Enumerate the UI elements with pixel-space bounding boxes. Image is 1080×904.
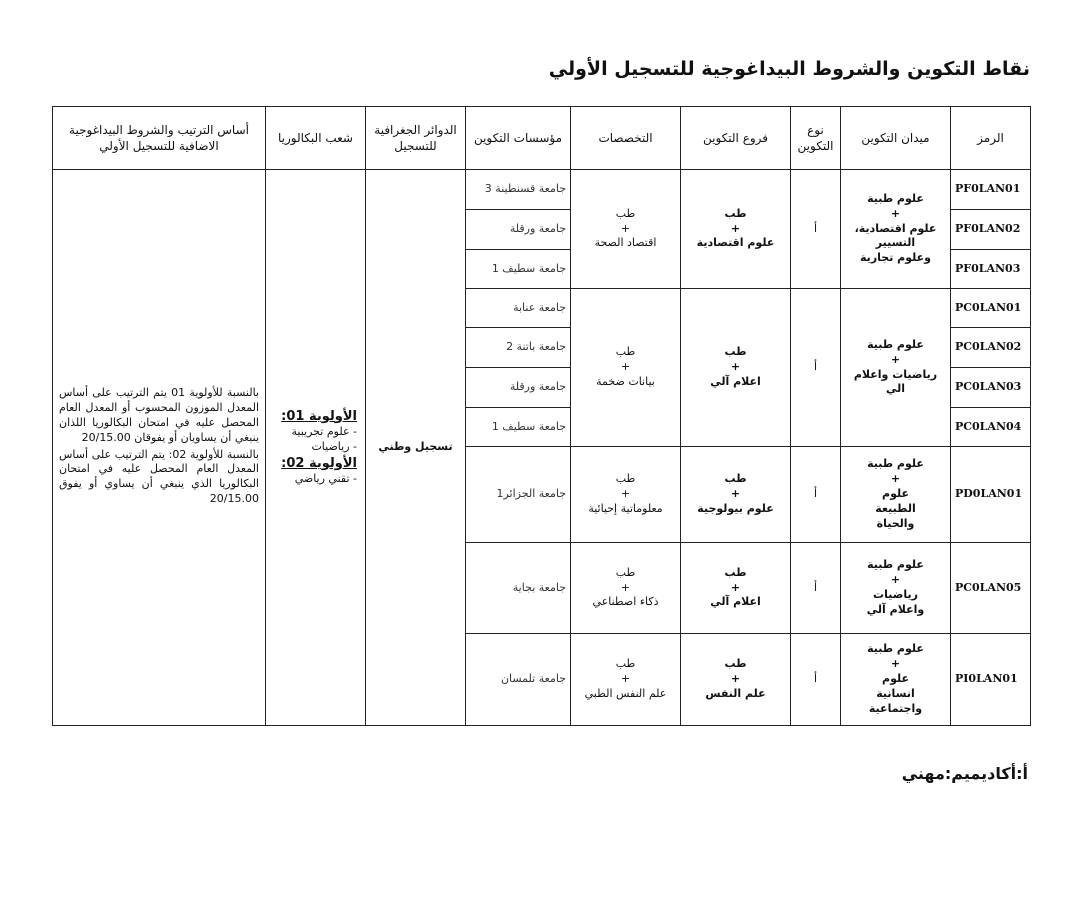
- institution-cell: جامعة ورقلة: [466, 368, 571, 408]
- bac-cell: [266, 170, 366, 726]
- field-cell: [841, 634, 951, 726]
- field-line: علوم طبية: [867, 337, 924, 351]
- header-branch: فروع التكوين: [681, 107, 791, 170]
- spec-line: ذكاء اصطناعي: [592, 595, 659, 609]
- field-line: +: [890, 206, 901, 220]
- header-row: [53, 107, 1031, 170]
- code-cell: PF0LAN03: [951, 250, 1031, 289]
- type-cell: أ: [791, 634, 841, 726]
- header-field: ميدان التكوين: [841, 107, 951, 170]
- code-cell: PF0LAN02: [951, 210, 1031, 250]
- spec-line: طب: [615, 472, 636, 486]
- branch-cell: [681, 634, 791, 726]
- field-line: +: [890, 573, 901, 587]
- type-cell: أ: [791, 447, 841, 543]
- header-inst: مؤسسات التكوين: [466, 107, 571, 170]
- field-line: واعلام آلي: [866, 602, 925, 616]
- branch-line: +: [730, 580, 741, 594]
- spec-line: معلوماتية إحيائية: [588, 501, 663, 515]
- header-geo: الدوائر الجغرافية للتسجيل: [366, 107, 466, 170]
- field-line: +: [890, 657, 901, 671]
- table-row: [53, 170, 1031, 210]
- spec-line: +: [620, 221, 631, 235]
- bac-priority-1: الأولوية 01:: [281, 408, 357, 424]
- spec-cell: [571, 634, 681, 726]
- field-cell: [841, 447, 951, 543]
- branch-cell: [681, 170, 791, 289]
- field-line: انسانية: [876, 686, 915, 700]
- field-line: الي: [885, 382, 906, 396]
- institution-cell: جامعة بجاية: [466, 543, 571, 634]
- spec-line: اقتصاد الصحة: [594, 236, 657, 250]
- spec-line: طب: [615, 345, 636, 359]
- branch-cell: [681, 447, 791, 543]
- spec-line: طب: [615, 657, 636, 671]
- page-title: نقاط التكوين والشروط البيداغوجية للتسجيل الأولي: [548, 58, 1030, 80]
- code-cell: PI0LAN01: [951, 634, 1031, 726]
- institution-cell: جامعة قسنطينة 3: [466, 170, 571, 210]
- field-line: رياضيات: [873, 588, 918, 601]
- header-bac: شعب البكالوريا: [266, 107, 366, 170]
- bac-priority-2: الأولوية 02:: [281, 455, 357, 471]
- spec-line: طب: [615, 565, 636, 579]
- spec-cell: [571, 447, 681, 543]
- branch-line: اعلام آلي: [710, 374, 761, 388]
- branch-cell: [681, 543, 791, 634]
- bac-item: - رياضيات: [311, 440, 357, 454]
- branch-line: +: [730, 487, 741, 501]
- institution-cell: جامعة باتنة 2: [466, 328, 571, 368]
- institution-cell: جامعة عنابة: [466, 289, 571, 328]
- code-cell: PD0LAN01: [951, 447, 1031, 543]
- header-criteria: أساس الترتيب والشروط البيداغوجية الاضافية للتسجيل الأولي: [53, 107, 266, 170]
- field-cell: [841, 170, 951, 289]
- institution-cell: جامعة ورقلة: [466, 210, 571, 250]
- criteria-priority-1: بالنسبة للأولوية 01 يتم الترتيب على أساس المعدل الموزون المحسوب أو المعدل العام المحصل عليه في امتحان البكالوريا اللذان ينبغي أن يساويان أو يفوقان 20/15.00: [59, 386, 260, 444]
- branch-line: طب: [724, 345, 747, 359]
- branch-line: اعلام آلي: [710, 595, 761, 609]
- code-cell: PC0LAN03: [951, 368, 1031, 408]
- header-code: الرمز: [951, 107, 1031, 170]
- header-type: نوع التكوين: [791, 107, 841, 170]
- field-line: والحياة: [876, 516, 915, 530]
- branch-line: علم النفس: [705, 686, 766, 700]
- spec-line: +: [620, 672, 631, 686]
- spec-line: +: [620, 360, 631, 374]
- code-cell: PC0LAN05: [951, 543, 1031, 634]
- branch-line: طب: [724, 206, 747, 220]
- branch-line: +: [730, 360, 741, 374]
- training-table: [52, 106, 1031, 726]
- table-body: [53, 170, 1031, 726]
- branch-line: طب: [724, 657, 747, 671]
- institution-cell: جامعة سطيف 1: [466, 408, 571, 447]
- criteria-priority-2: بالنسبة للأولوية 02: يتم الترتيب على أساس المعدل العام المحصل عليه في امتحان البكالوريا الذي ينبغي أن يساوي أو يفوق 20/15.00: [59, 447, 259, 506]
- field-line: علوم طبية: [867, 558, 924, 572]
- institution-cell: جامعة سطيف 1: [466, 250, 571, 289]
- field-line: الطبيعة: [875, 501, 916, 515]
- type-cell: أ: [791, 543, 841, 634]
- type-cell: أ: [791, 289, 841, 447]
- spec-cell: [571, 170, 681, 289]
- spec-line: +: [620, 487, 631, 501]
- branch-cell: [681, 289, 791, 447]
- code-cell: PC0LAN02: [951, 328, 1031, 368]
- geo-cell: تسجيل وطني: [366, 170, 466, 726]
- branch-line: +: [730, 672, 741, 686]
- branch-line: طب: [724, 565, 747, 579]
- bac-item: - تقني رياضي: [294, 472, 357, 486]
- field-line: علوم طبية: [867, 457, 924, 471]
- branch-line: +: [730, 221, 741, 235]
- branch-line: طب: [724, 472, 747, 486]
- field-cell: [841, 543, 951, 634]
- field-line: واجتماعية: [868, 701, 923, 715]
- type-cell: أ: [791, 170, 841, 289]
- criteria-cell: [53, 170, 266, 726]
- header-spec: التخصصات: [571, 107, 681, 170]
- institution-cell: جامعة الجزائر1: [466, 447, 571, 543]
- code-cell: PC0LAN04: [951, 408, 1031, 447]
- field-line: علوم طبية: [867, 642, 924, 656]
- field-line: علوم طبية: [867, 191, 924, 205]
- institution-cell: جامعة تلمسان: [466, 634, 571, 726]
- field-line: +: [890, 352, 901, 366]
- field-line: التسيير: [875, 236, 916, 250]
- spec-line: بيانات ضخمة: [596, 374, 655, 388]
- field-line: علوم: [882, 487, 909, 501]
- code-cell: PC0LAN01: [951, 289, 1031, 328]
- field-line: علوم اقتصادية،: [854, 221, 937, 235]
- spec-line: +: [620, 580, 631, 594]
- field-line: +: [890, 472, 901, 486]
- branch-line: علوم اقتصادية: [696, 236, 775, 250]
- branch-line: علوم بيولوجية: [697, 501, 774, 515]
- spec-line: علم النفس الطبي: [584, 686, 667, 700]
- bac-item: - علوم تجريبية: [291, 425, 357, 439]
- code-cell: PF0LAN01: [951, 170, 1031, 210]
- spec-cell: [571, 289, 681, 447]
- field-cell: [841, 289, 951, 447]
- footnote: أ:أكاديميم:مهني: [901, 764, 1028, 783]
- field-line: علوم: [882, 672, 909, 686]
- field-line: وعلوم تجارية: [860, 251, 931, 265]
- spec-cell: [571, 543, 681, 634]
- spec-line: طب: [615, 206, 636, 220]
- field-line: رياضيات واعلام: [853, 367, 938, 381]
